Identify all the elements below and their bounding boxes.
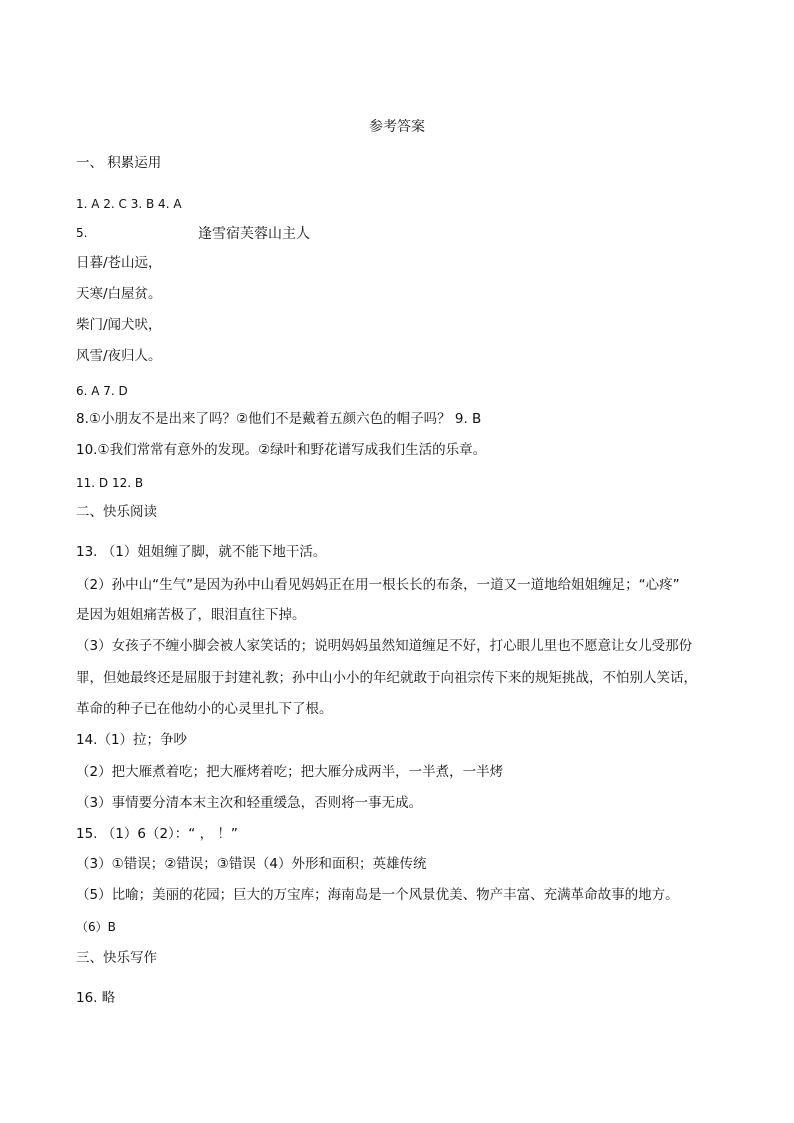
section-heading-1: 一、 积累运用	[76, 155, 162, 171]
answer-line-11-12: 11. D 12. B	[76, 476, 144, 490]
poem-line-3: 柴门/闻犬吠，	[76, 317, 162, 333]
answer-13-2-line2: 是因为姐姐痛苦极了，眼泪直往下掉。	[76, 607, 306, 623]
answer-line-5-label: 5.	[76, 226, 88, 240]
poem-line-2: 天寒/白屋贫。	[76, 286, 162, 302]
poem-line-1: 日暮/苍山远，	[76, 255, 162, 271]
answer-13-3-line1: （3）女孩子不缠小脚会被人家笑话的；说明妈妈虽然知道缠足不好，打心眼儿里也不愿意让女儿受那份	[76, 638, 693, 654]
answer-14-2: （2）把大雁煮着吃；把大雁烤着吃；把大雁分成两半，一半煮，一半烤	[76, 764, 504, 780]
section-heading-3: 三、快乐写作	[76, 950, 157, 966]
answer-line-10: 10.①我们常常有意外的发现。②绿叶和野花谱写成我们生活的乐章。	[76, 442, 487, 458]
answer-14-3: （3）事情要分清本末主次和轻重缓急，否则将一事无成。	[76, 795, 423, 811]
answer-15-5: （5）比喻；美丽的花园；巨大的万宝库；海南岛是一个风景优美、物产丰富、充满革命故事的地方。	[76, 887, 679, 903]
poem-line-4: 风雪/夜归人。	[76, 348, 162, 364]
answer-line-6-7: 6. A 7. D	[76, 384, 128, 398]
answer-13-3-line3: 革命的种子已在他幼小的心灵里扎下了根。	[76, 701, 333, 717]
answer-14-1: 14.（1）拉；争吵	[76, 732, 188, 748]
answer-line-8-9: 8.①小朋友不是出来了吗？②他们不是戴着五颜六色的帽子吗？ 9. B	[76, 411, 482, 427]
answer-15-3-4: （3）①错误；②错误；③错误（4）外形和面积；英雄传统	[76, 856, 427, 872]
section-heading-2: 二、快乐阅读	[76, 504, 157, 520]
answer-13-3-line2: 罪，但她最终还是屈服于封建礼教；孙中山小小的年纪就敢于向祖宗传下来的规矩挑战，不怕别人笑话，	[76, 670, 697, 686]
answer-15-6: （6）B	[76, 920, 116, 934]
answer-15-1-2: 15. （1）6（2）：“ ， ！”	[76, 826, 238, 842]
answer-16: 16. 略	[76, 990, 116, 1006]
answer-13-2-line1: （2）孙中山“生气”是因为孙中山看见妈妈正在用一根长长的布条，一道又一道地给姐姐缠足；“心疼”	[76, 577, 680, 593]
answer-line-1-4: 1. A 2. C 3. B 4. A	[76, 197, 182, 211]
page-title: 参考答案	[369, 119, 425, 135]
poem-title: 逢雪宿芙蓉山主人	[198, 226, 310, 242]
answer-13-1: 13. （1）姐姐缠了脚，就不能下地干活。	[76, 544, 327, 560]
